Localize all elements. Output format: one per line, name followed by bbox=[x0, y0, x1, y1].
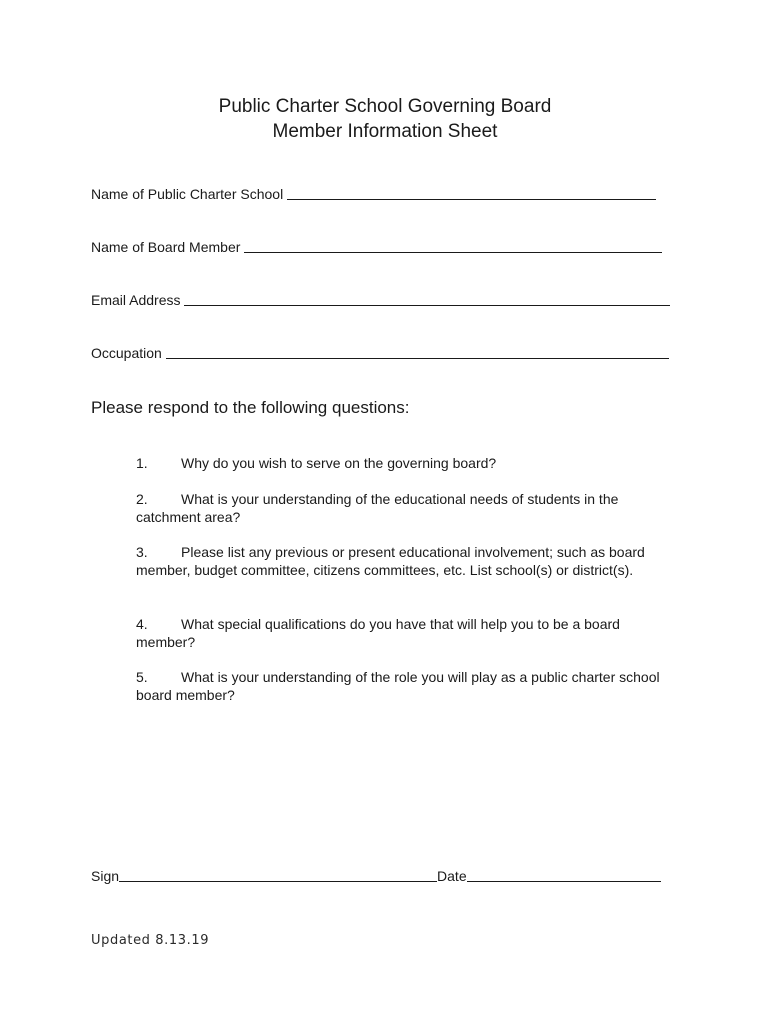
board-member-label: Name of Board Member bbox=[91, 239, 241, 255]
school-name-row bbox=[91, 182, 656, 202]
date-field[interactable] bbox=[467, 881, 661, 882]
school-name-label: Name of Public Charter School bbox=[91, 186, 284, 202]
sign-label: Sign bbox=[91, 868, 120, 884]
school-name-field[interactable] bbox=[287, 199, 656, 200]
question-text: What is your understanding of the role you will play as a public charter school board member? bbox=[136, 669, 660, 703]
email-row bbox=[91, 288, 670, 308]
question-item bbox=[136, 490, 666, 526]
question-text: Please list any previous or present educational involvement; such as board member, budget committee, citizens committees, etc. List school(s) or district(s). bbox=[136, 544, 645, 578]
occupation-row bbox=[91, 341, 669, 361]
board-member-field[interactable] bbox=[244, 252, 662, 253]
question-item bbox=[136, 615, 671, 651]
updated-date-footer: Updated 8.13.19 bbox=[91, 933, 210, 948]
email-field[interactable] bbox=[184, 305, 670, 306]
question-text: What is your understanding of the educational needs of students in the catchment area? bbox=[136, 491, 619, 525]
question-number: 4. bbox=[136, 616, 148, 632]
occupation-label: Occupation bbox=[91, 345, 162, 361]
question-item bbox=[136, 543, 661, 579]
question-number: 2. bbox=[136, 491, 148, 507]
document-title-line-1: Public Charter School Governing Board bbox=[218, 96, 552, 117]
question-number: 5. bbox=[136, 669, 148, 685]
sign-field[interactable] bbox=[119, 881, 437, 882]
signature-row bbox=[91, 864, 661, 884]
question-item bbox=[136, 668, 671, 704]
question-item bbox=[136, 454, 676, 472]
date-label: Date bbox=[437, 868, 467, 884]
question-text: Why do you wish to serve on the governing board? bbox=[181, 455, 497, 471]
question-number: 3. bbox=[136, 544, 148, 560]
email-label: Email Address bbox=[91, 292, 181, 308]
board-member-row bbox=[91, 235, 662, 255]
questions-heading: Please respond to the following questions: bbox=[91, 398, 410, 417]
question-text: What special qualifications do you have that will help you to be a board member? bbox=[136, 616, 620, 650]
occupation-field[interactable] bbox=[166, 358, 669, 359]
document-title-line-2: Member Information Sheet bbox=[272, 121, 498, 142]
question-number: 1. bbox=[136, 455, 148, 471]
